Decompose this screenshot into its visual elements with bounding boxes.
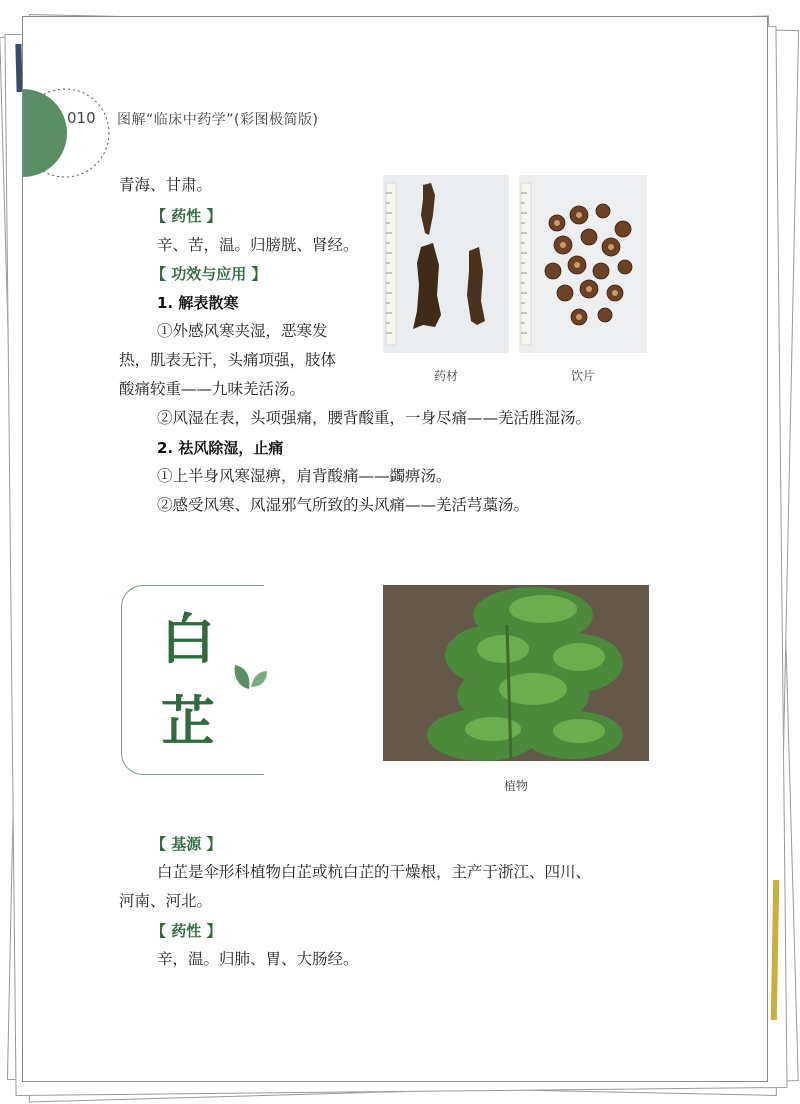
- caption-crude: 药材: [433, 369, 458, 383]
- running-title: 图解“临床中药学”(彩图极简版): [117, 112, 319, 128]
- item1-a-line1: ①外感风寒夹湿，恶寒发: [157, 322, 328, 340]
- item1-a-line3: 酸痛较重——九味羌活汤。: [119, 380, 306, 398]
- item2-title: 2. 祛风除湿，止痛: [157, 439, 284, 457]
- nature-text: 辛、苦，温。归膀胱、肾经。: [157, 236, 359, 254]
- herb-title-char-1: 白: [161, 607, 215, 671]
- item1-b: ②风湿在表，头项强痛，腰背酸重，一身尽痛——羌活胜湿汤。: [157, 409, 592, 427]
- caption-plant: 植物: [503, 779, 528, 793]
- function-heading: 【 功效与应用 】: [151, 265, 267, 283]
- plant-photo: [383, 585, 649, 761]
- baizhi-nature-heading: 【 药性 】: [151, 922, 222, 940]
- herb-photo-slices: [519, 175, 647, 353]
- item1-a-line2: 热，肌表无汗，头痛项强，肢体: [119, 351, 337, 369]
- page-number: 010: [67, 109, 96, 127]
- intro-tail: 青海、甘肃。: [119, 176, 213, 194]
- origin-line1: 白芷是伞形科植物白芷或杭白芷的干燥根，主产于浙江、四川、: [157, 863, 592, 881]
- page-tab: [22, 75, 131, 191]
- herb-photo-crude: [383, 175, 509, 353]
- item2-b: ②感受风寒、风湿邪气所致的头风痛——羌活芎藁汤。: [157, 496, 530, 514]
- leaf-icon: [229, 661, 269, 693]
- herb-title-char-2: 芷: [161, 689, 215, 753]
- baizhi-nature-text: 辛，温。归肺、胃、大肠经。: [157, 950, 359, 968]
- book-page: [22, 16, 768, 1082]
- nature-heading: 【 药性 】: [151, 207, 222, 225]
- caption-slices: 饮片: [570, 369, 595, 383]
- origin-heading: 【 基源 】: [151, 835, 222, 853]
- item1-title: 1. 解表散寒: [157, 294, 239, 312]
- item2-a: ①上半身风寒湿痹，肩背酸痛——蠲痹汤。: [157, 467, 452, 485]
- origin-line2: 河南、河北。: [119, 892, 213, 910]
- page-tab-graphic: [22, 75, 131, 191]
